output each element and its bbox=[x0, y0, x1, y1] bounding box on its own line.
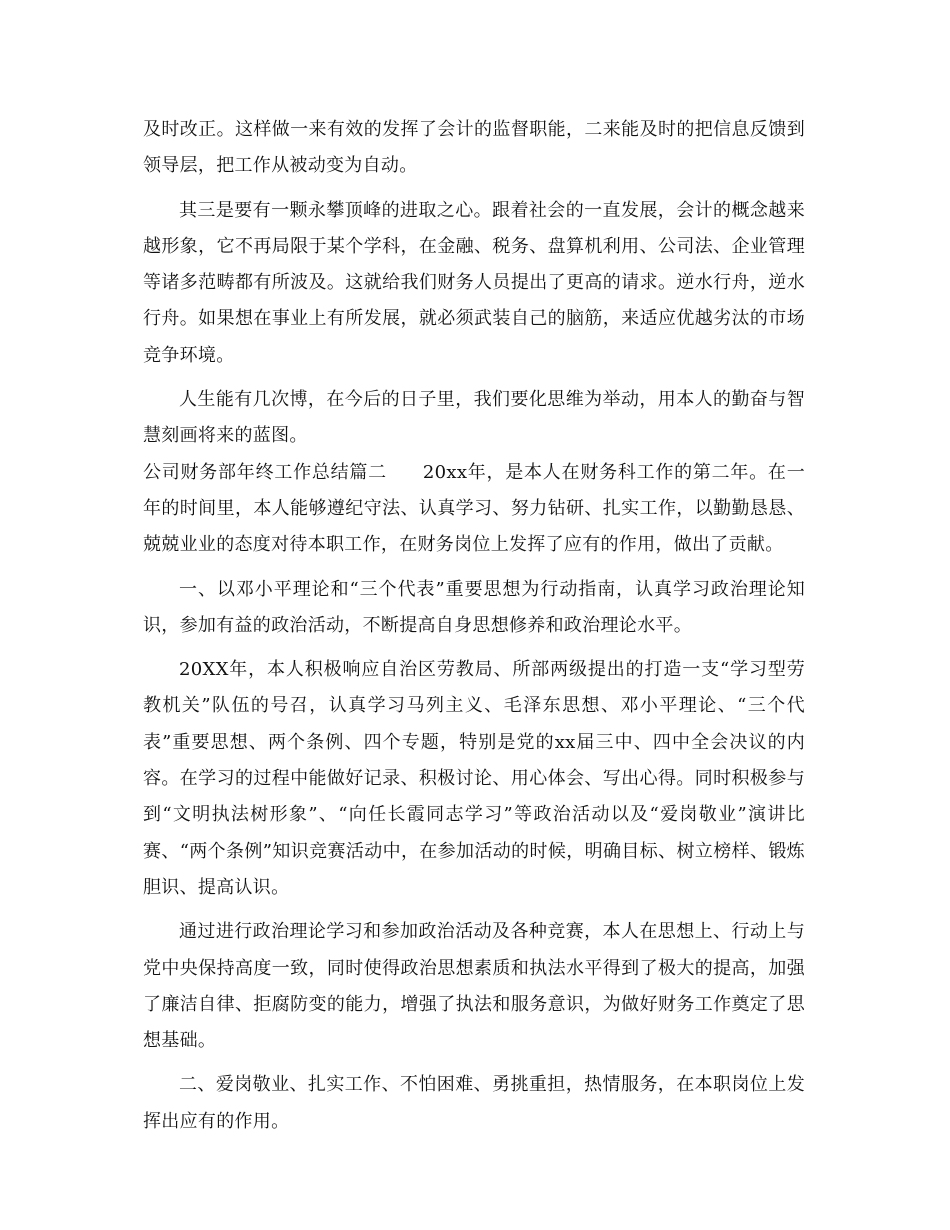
paragraph: 及时改正。这样做一来有效的发挥了会计的监督职能，二来能及时的把信息反馈到领导层，把工作从被动变为自动。 bbox=[143, 119, 805, 177]
paragraph: 通过进行政治理论学习和参加政治活动及各种竞赛，本人在思想上、行动上与党中央保持高度一致，同时使得政治思想素质和执法水平得到了极大的提高，加强了廉洁自律、拒腐防变的能力，增强了执法和服务意识，为做好财务工作奠定了思想基础。 bbox=[143, 921, 805, 1052]
section-paragraph bbox=[143, 455, 805, 564]
paragraph: 20XX年，本人积极响应自治区劳教局、所部两级提出的打造一支“学习型劳教机关”队伍的号召，认真学习马列主义、毛泽东思想、邓小平理论、“三个代表”重要思想、两个条例、四个专题，特别是党的xx届三中、四中全会决议的内容。在学习的过程中能做好记录、积极讨论、用心体会、写出心得。同时积极参与到“文明执法树形象”、“向任长霞同志学习”等政治活动以及“爱岗敬业”演讲比赛、“两个条例”知识竞赛活动中，在参加活动的时候，明确目标、树立榜样、锻炼胆识、提高认识。 bbox=[143, 659, 805, 898]
paragraph: 人生能有几次博，在今后的日子里，我们要化思维为举动，用本人的勤奋与智慧刻画将来的蓝图。 bbox=[143, 389, 805, 447]
paragraph: 其三是要有一颗永攀顶峰的进取之心。跟着社会的一直发展，会计的概念越来越形象，它不再局限于某个学科，在金融、税务、盘算机利用、公司法、企业管理等诸多范畴都有所波及。这就给我们财务人员提出了更高的请求。逆水行舟，逆水行舟。如果想在事业上有所发展，就必须武装自己的脑筋，来适应优越劣汰的市场竞争环境。 bbox=[143, 199, 805, 366]
document-body bbox=[143, 112, 805, 1140]
paragraph: 一、以邓小平理论和“三个代表”重要思想为行动指南，认真学习政治理论知识，参加有益的政治活动，不断提高自身思想修养和政治理论水平。 bbox=[143, 578, 805, 636]
section-title: 公司财务部年终工作总结篇二 bbox=[143, 461, 387, 483]
paragraph: 二、爱岗敬业、扎实工作、不怕困难、勇挑重担，热情服务，在本职岗位上发挥出应有的作用。 bbox=[143, 1074, 805, 1132]
section-intro: 20xx年，是本人在财务科工作的第二年。在一年的时间里，本人能够遵纪守法、认真学习、努力钻研、扎实工作，以勤勤恳恳、兢兢业业的态度对待本职工作，在财务岗位上发挥了应有的作用，做出了贡献。 bbox=[143, 461, 805, 556]
